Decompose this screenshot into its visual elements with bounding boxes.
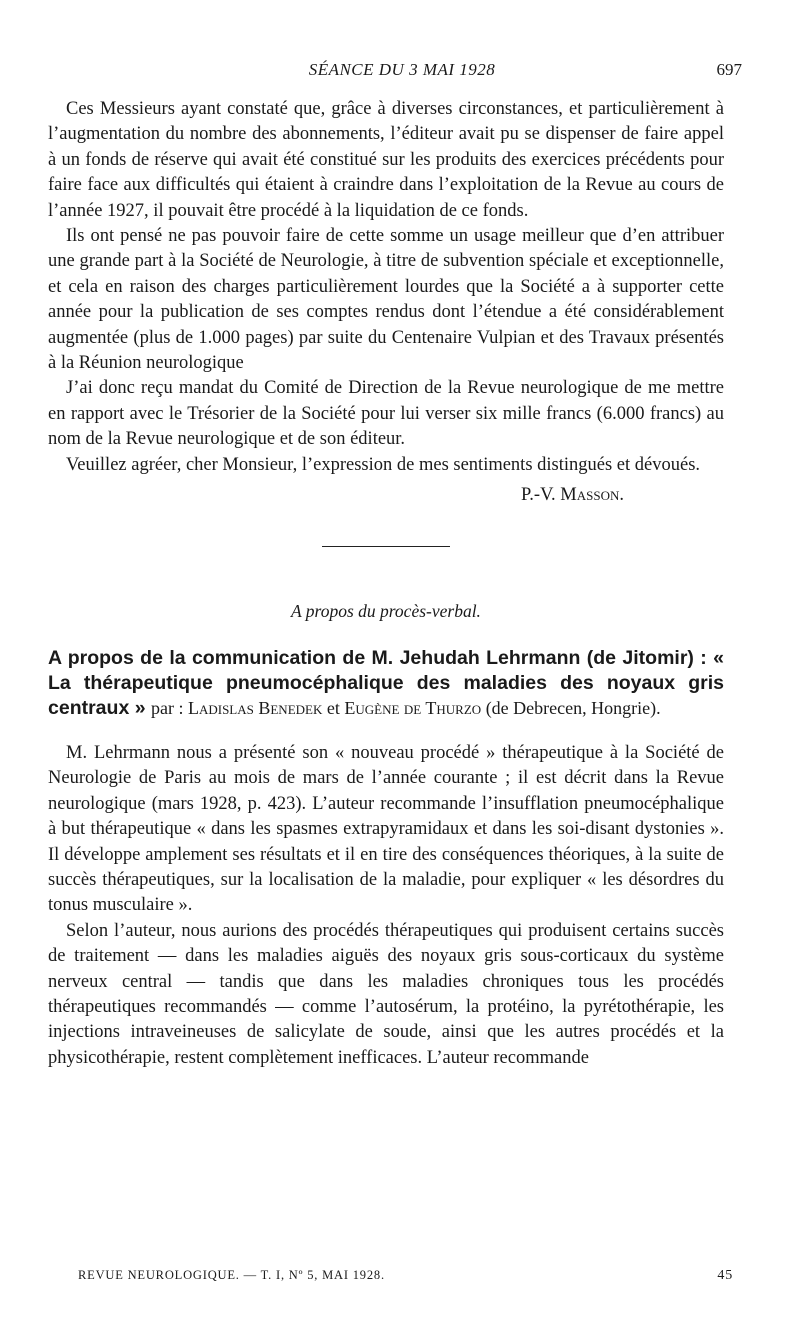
letter-paragraph: Ces Messieurs ayant constaté que, grâce à diverses circonstances, et particulièrement à l’augmentation du nombre des abonnements, l’éditeur avait pu se dispenser de faire appel à un fonds de réserve qui avait été constitué sur les produits des exercices précédents pour faire face aux difficultés qui étaient à craindre dans l’exploitation de la Revue au cours de l’année 1927, il pouvait être procédé à la liquidation de ce fonds. [48,99,724,221]
page-footer [78,1268,733,1288]
article-title [48,646,724,721]
article-text [48,741,724,1071]
signature-initials: P.-V. [521,485,556,506]
signature [48,483,724,508]
journal-footer: REVUE NEUROLOGIQUE. — T. I, Nº 5, MAI 1928. [78,1268,385,1282]
article-paragraph: Selon l’auteur, nous aurions des procédés thérapeutiques qui produisent certains succès de traitement — dans les maladies aiguës des noyaux gris sous-corticaux du système nerveux central — tandis que dans les maladies chroniques tous les procédés thérapeutiques recommandés — comme l’autosérum, la protéino, la pyrétothérapie, les injections intraveineuses de salicylate de soude, ainsi que les autres procédés et la physicothérapie, restent complètement inefficaces. L’auteur recommande [48,920,724,1068]
letter-text [48,97,724,509]
author-name: Eugène de Thurzo [344,697,482,718]
article-authors [151,698,661,718]
letter-paragraph: Ils ont pensé ne pas pouvoir faire de cette somme un usage meilleur que d’en attribuer une grande part à la Société de Neurologie, à titre de subvention spéciale et exceptionnelle, et cela en raison des charges particulièrement lourdes que la Société a à supporter cette année pour la publication de ses comptes rendus dont l’étendue a été considérablement augmentée (plus de 1.000 pages) par suite du Centenaire Vulpian et des Travaux présentés à la Réunion neurologique [48,226,724,374]
section-divider [322,546,450,547]
letter-paragraph: Veuillez agréer, cher Monsieur, l’expression de mes sentiments distingués et dévoués. [66,454,701,475]
signature-mark: 45 [717,1268,733,1283]
page-number: 697 [716,60,742,79]
running-title: SÉANCE DU 3 MAI 1928 [308,60,496,79]
article-paragraph: M. Lehrmann nous a présenté son « nouveau procédé » thérapeutique à la Société de Neurologie de Paris au mois de mars de l’année courante ; il est décrit dans la Revue neurologique (mars 1928, p. 423). L’auteur recommande l’insufflation pneumocéphalique à but thérapeutique « dans les spasmes extrapyramidaux et dans les soi-disant dystonies ». Il développe amplement ses résultats et il en tire des conséquences théoriques, à la suite de succès thérapeutiques, sur la localisation de la maladie, pour expliquer « les désordres du tonus musculaire ». [48,742,724,916]
running-header [62,60,742,86]
and-label: et [326,697,340,718]
par-label: par : [150,697,184,718]
author-affiliation: (de Debrecen, Hongrie). [485,697,661,718]
section-subheading: A propos du procès-verbal. [291,600,481,621]
letter-paragraph: J’ai donc reçu mandat du Comité de Direction de la Revue neurologique de me mettre en rapport avec le Trésorier de la Société pour lui verser six mille francs (6.000 francs) au nom de la Revue neurologique et de son éditeur. [48,378,724,450]
author-name: Ladislas Benedek [187,697,323,718]
signature-name: Masson. [560,485,624,506]
page-body [48,97,724,1071]
article-title-text: A propos de la communication de M. Jehudah Lehrmann (de Jitomir) : « La thérapeutique pneumocéphalique des maladies des noyaux gris centraux » [48,646,724,719]
